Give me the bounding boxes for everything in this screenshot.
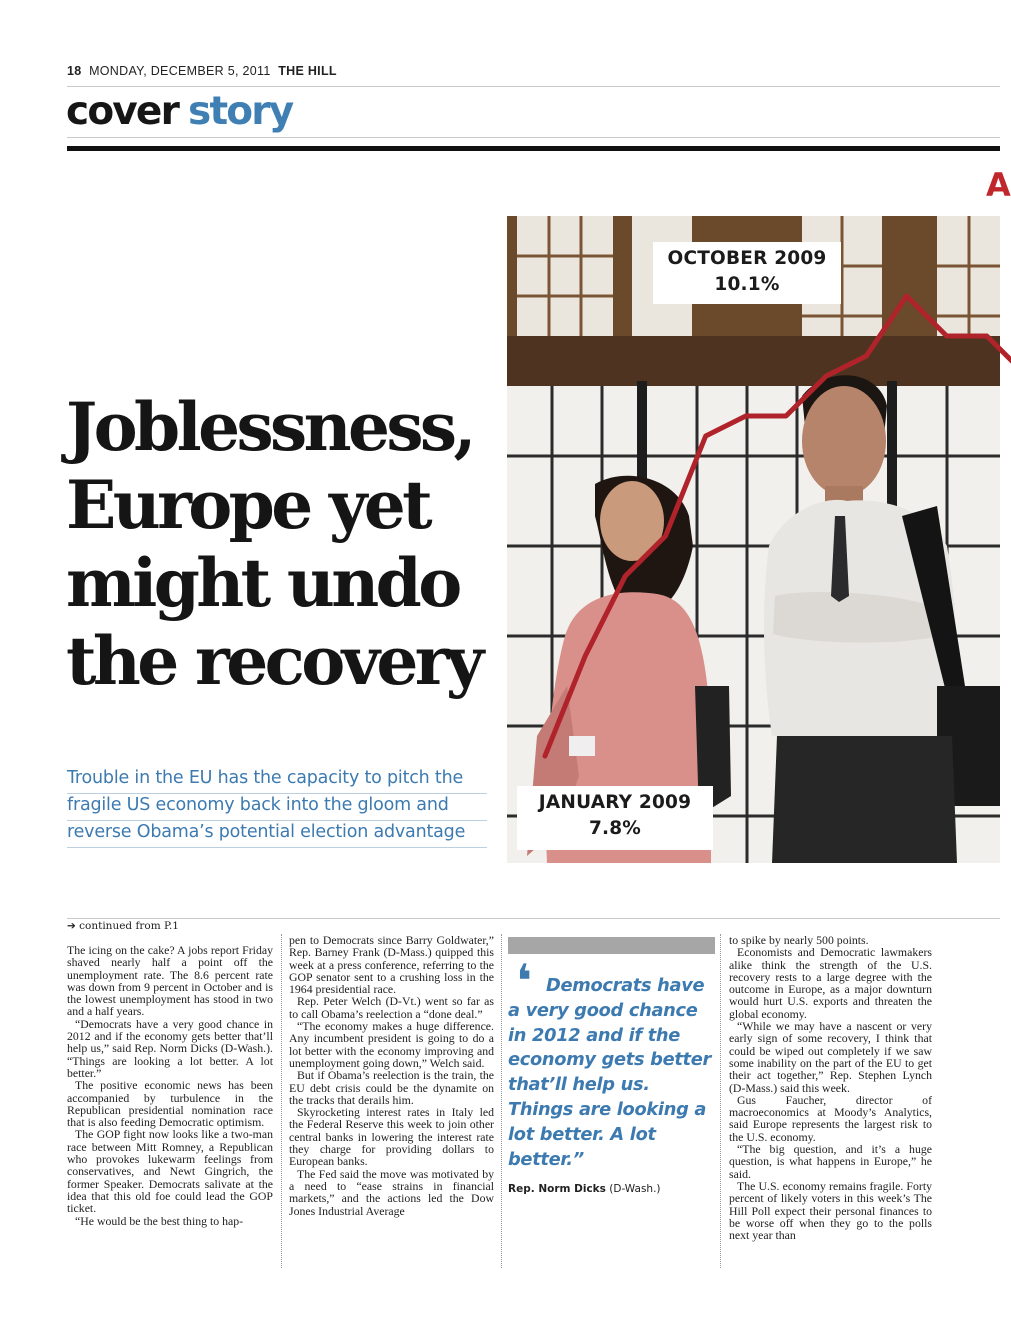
paragraph: Gus Faucher, director of macroeconomics at Moody’s Analytics, said Europe represents the largest risk to the U.S. economy.: [729, 1092, 932, 1144]
cropped-red-letter: A: [986, 166, 1011, 204]
quote-mark-icon: ❛: [516, 954, 532, 1008]
paragraph: “He would be the best thing to hap-: [75, 1213, 244, 1228]
paragraph: “While we may have a nascent or very early sign of some recovery, I think that could be wiped out completely if we saw some inability on the part of the EU to get their act together,” Rep. Stephen Lynch (D-Mass.) said this week.: [729, 1019, 932, 1095]
start-label-box: [517, 786, 713, 850]
section-rule: [67, 137, 1000, 138]
paragraph: The positive economic news has been accompanied by turbulence in the Republican presidential nomination race that is also feeding Democratic optimism.: [67, 1078, 273, 1130]
deck-rule-3: [67, 847, 487, 848]
paragraph: The icing on the cake? A jobs report Friday shaved nearly half a point off the unemployment rate. The 8.6 percent rate was down from 9 percent in October and is the lowest unemployment has stood in two and a half years.: [67, 943, 273, 1019]
section-thick-rule: [67, 146, 1000, 151]
body-column-4: [729, 934, 932, 1241]
paragraph: The GOP fight now looks like a two-man race between Mitt Romney, a Republican who provokes lukewarm feelings from conservatives, and Newt Gingrich, the former Speaker. Democrats salivate at the idea that this old foe could lead the GOP ticket.: [67, 1127, 273, 1216]
paragraph: The U.S. economy remains fragile. Forty percent of likely voters in this week’s The Hill Poll expect their personal finances to be worse off when they go to the polls next year than: [729, 1178, 932, 1243]
start-label-month: JANUARY 2009: [538, 792, 692, 813]
job-fair-photo: [507, 216, 1000, 863]
headline: Joblessness, Europe yet might undo the recovery: [66, 388, 481, 700]
peak-label-box: [653, 242, 841, 304]
paragraph: “The big question, and it’s a huge question, is what happens in Europe,” he said.: [729, 1142, 932, 1181]
section-word-2: story: [188, 89, 293, 134]
paragraph: to spike by nearly 500 points.: [729, 933, 869, 947]
pullquote-affiliation: (D-Wash.): [609, 1183, 661, 1195]
body-column-1: [67, 944, 273, 1227]
paragraph: Rep. Peter Welch (D-Vt.) went so far as to call Obama’s reelection a “done deal.”: [289, 994, 494, 1021]
section-word-1: cover: [66, 89, 179, 134]
deck-rule-1: [67, 793, 487, 794]
pullquote-attribution: [508, 1183, 661, 1195]
continued-line: ➔ continued from P.1: [67, 920, 179, 932]
publication-name: THE HILL: [278, 64, 337, 78]
paragraph: The Fed said the move was motivated by a need to “ease strains in financial markets,” and the actions led the Dow Jones Industrial Average: [289, 1166, 494, 1218]
folio-rule: [67, 86, 1000, 87]
paragraph: pen to Democrats since Barry Goldwater,” Rep. Barney Frank (D-Mass.) quipped this week at a press conference, referring to the GOP senator sent to a crushing loss in the 1964 presidential race.: [289, 933, 494, 997]
deck-line-3: reverse Obama’s potential election advantage: [67, 822, 466, 842]
section-title: [66, 89, 293, 134]
photo-illustration: [507, 216, 1000, 863]
deck-rule-2: [67, 820, 487, 821]
continued-text: continued from P.1: [79, 920, 179, 932]
page-number: 18: [67, 64, 82, 78]
deck-line-2: fragile US economy back into the gloom and: [67, 795, 449, 815]
paragraph: “The economy makes a huge difference. Any incumbent president is going to do a lot better with the economy improving and unemployment going down,” Welch said.: [289, 1019, 494, 1070]
column-divider: [501, 934, 502, 1268]
peak-label-value: 10.1%: [714, 274, 780, 295]
column-divider: [281, 934, 282, 1268]
pullquote-text: Democrats have a very good chance in 2012 and if the economy gets better that’ll help us. Things are looking a lot better. A lot better.”: [508, 975, 711, 1170]
pullquote-name: Rep. Norm Dicks: [508, 1183, 606, 1195]
peak-label-month: OCTOBER 2009: [667, 248, 827, 269]
column-divider: [720, 934, 721, 1268]
issue-date: MONDAY, DECEMBER 5, 2011: [89, 64, 271, 78]
paragraph: Skyrocketing interest rates in Italy led the Federal Reserve this week to join other central banks in lowering the interest rate they charge for providing dollars to European banks.: [289, 1105, 494, 1169]
page-folio: [67, 64, 337, 78]
pullquote: [508, 974, 720, 1172]
body-column-2: [289, 934, 494, 1217]
paragraph: Economists and Democratic lawmakers alike think the strength of the U.S. recovery rests to a large degree with the outcome in Europe, as a major downturn would hurt U.S. exports and threaten the global economy.: [729, 945, 932, 1021]
paragraph: “Democrats have a very good chance in 2012 and if the economy gets better that’ll help us,” said Rep. Norm Dicks (D-Wash.). “Things are looking a lot better. A lot better.”: [67, 1016, 273, 1080]
pullquote-bar: [508, 937, 715, 954]
deck-line-1: Trouble in the EU has the capacity to pitch the: [67, 768, 464, 788]
start-label-value: 7.8%: [588, 818, 642, 839]
paragraph: But if Obama’s reelection is the train, the EU debt crisis could be the dynamite on the tracks that derails him.: [289, 1068, 494, 1107]
body-top-rule: [67, 918, 1000, 919]
